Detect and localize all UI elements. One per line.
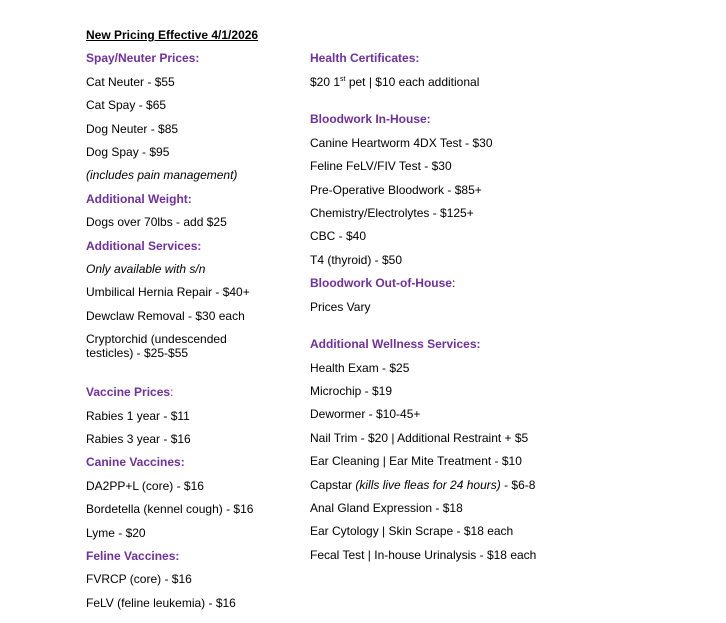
price-item: CBC - $40 <box>310 229 367 243</box>
price-item: Health Exam - $25 <box>310 361 410 375</box>
price-item: Cat Spay - $65 <box>86 98 167 112</box>
price-item: Chemistry/Electrolytes - $125+ <box>310 206 474 220</box>
price-item: Umbilical Hernia Repair - $40+ <box>86 285 250 299</box>
price-item: DA2PP+L (core) - $16 <box>86 479 204 493</box>
wellness-services-heading: Additional Wellness Services: <box>310 337 481 351</box>
price-item: Dewormer - $10-45+ <box>310 407 421 421</box>
health-certificates-price <box>310 75 479 89</box>
price-item: Bordetella (kennel cough) - $16 <box>86 502 254 516</box>
price-item: Feline FeLV/FIV Test - $30 <box>310 159 452 173</box>
price-item: Lyme - $20 <box>86 526 146 540</box>
price-item: Rabies 1 year - $11 <box>86 409 190 423</box>
additional-services-heading: Additional Services: <box>86 239 202 253</box>
page-title: New Pricing Effective 4/1/2026 <box>86 28 259 42</box>
price-item: Dewclaw Removal - $30 each <box>86 309 245 323</box>
price-item: Prices Vary <box>310 300 371 314</box>
price-item: FVRCP (core) - $16 <box>86 572 192 586</box>
spay-neuter-heading: Spay/Neuter Prices: <box>86 51 200 65</box>
price-item: Dogs over 70lbs - add $25 <box>86 215 227 229</box>
price-item: Anal Gland Expression - $18 <box>310 501 463 515</box>
health-certificates-heading: Health Certificates: <box>310 51 420 65</box>
vaccine-heading-colon: : <box>170 385 174 399</box>
price-item: Dog Neuter - $85 <box>86 122 179 136</box>
feline-vaccines-heading: Feline Vaccines: <box>86 549 180 563</box>
bloodwork-inhouse-heading: Bloodwork In-House: <box>310 112 431 126</box>
price-item: Ear Cytology | Skin Scrape - $18 each <box>310 524 514 538</box>
capstar-prefix: Capstar <box>310 478 356 492</box>
capstar-price-item <box>310 478 535 492</box>
capstar-suffix: - $6-8 <box>500 478 536 492</box>
price-item: Canine Heartworm 4DX Test - $30 <box>310 136 493 150</box>
additional-weight-heading: Additional Weight: <box>86 192 192 206</box>
canine-vaccines-heading: Canine Vaccines: <box>86 455 185 469</box>
health-cert-rest: pet | $10 each additional <box>345 75 480 89</box>
price-item: Cryptorchid (undescended testicles) - $25-$55 <box>86 332 227 360</box>
price-item: Dog Spay - $95 <box>86 145 170 159</box>
price-item: Cat Neuter - $55 <box>86 75 175 89</box>
price-item: FeLV (feline leukemia) - $16 <box>86 596 236 610</box>
vaccine-prices-heading <box>86 385 173 399</box>
price-item: Nail Trim - $20 | Additional Restraint + $5 <box>310 431 529 445</box>
bloodwork-outhouse-heading <box>310 276 455 290</box>
price-item: T4 (thyroid) - $50 <box>310 253 403 267</box>
services-note: Only available with s/n <box>86 262 206 276</box>
outhouse-heading-colon: : <box>451 276 456 290</box>
price-item: Rabies 3 year - $16 <box>86 432 191 446</box>
price-item: Pre-Operative Bloodwork - $85+ <box>310 183 482 197</box>
price-item: Fecal Test | In-house Urinalysis - $18 each <box>310 548 537 562</box>
outhouse-heading-text: Bloodwork Out-of-House <box>310 276 452 290</box>
price-item: Microchip - $19 <box>310 384 393 398</box>
price-item: Ear Cleaning | Ear Mite Treatment - $10 <box>310 454 522 468</box>
health-cert-price-text: $20 1 <box>310 75 341 89</box>
vaccine-heading-text: Vaccine Prices <box>86 385 171 399</box>
health-cert-superscript: st <box>340 76 346 83</box>
spay-note: (includes pain management) <box>86 168 238 182</box>
capstar-note: (kills live fleas for 24 hours) <box>355 478 501 492</box>
